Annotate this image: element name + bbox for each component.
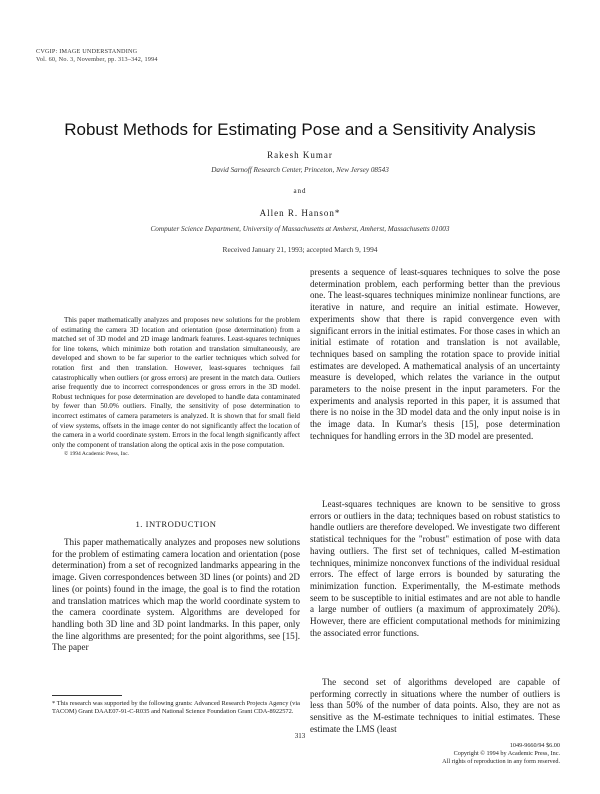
author-affiliation-2: Computer Science Department, University of Massachusetts at Amherst, Amherst, Massachusetts 01003 (150, 225, 450, 233)
received-date: Received January 21, 1993; accepted March 9, 1994 (222, 245, 378, 254)
right-paragraph-1: presents a sequence of least-squares techniques to solve the pose determination problem, each performing better than the previous one. The least-squares techniques minimize nonlinear functions, are iterative in nature, and require an initial estimate. However, experiments show that there is rapid convergence even with significant errors in the initial estimates. For those cases in which an initial estimate of rotation and translation is not available, techniques based on sampling the rotation space to provide initial estimates are developed. A mathematical analysis of an uncertainty measure is developed, which relates the variance in the output parameters to the noise present in the input parameters. For the experiments and analysis reported in this paper, it is assumed that there is no noise in the 3D model data and the only input noise is in the image data. In Kumar's thesis [15], pose determination techniques for handling errors in the 3D model are presented. (310, 267, 560, 441)
journal-volume: Vol. 60, No. 3, November, pp. 313–342, 1994 (36, 56, 158, 63)
left-column (52, 537, 300, 654)
right-column-block-2 (310, 499, 560, 639)
author-affiliation-1: David Sarnoff Research Center, Princeton, New Jersey 08543 (211, 166, 389, 174)
paper-title: Robust Methods for Estimating Pose and a Sensitivity Analysis (64, 120, 536, 139)
right-paragraph-2: Least-squares techniques are known to be sensitive to gross errors or outliers in the data; techniques based on robust statistics to handle outliers are therefore developed. We investigate two different statistical techniques for the "robust" estimation of pose with data having outliers. The first set of techniques, called M-estimation techniques, minimize nonconvex functions of the individual residual errors. The effect of large errors is bounded by saturating the minimization function. Experimentally, the M-estimate methods seem to be susceptible to initial estimates and are not able to handle a large number of outliers (a maximum of approximately 20%). However, there are efficient computational methods for minimizing the associated error functions. (310, 499, 560, 638)
right-column-block-3 (310, 677, 560, 736)
abstract-text: This paper mathematically analyzes and proposes new solutions for the problem of estimating the camera 3D location and orientation (pose determination) from a matched set of 3D model and 2D image landmark features. Least-squares techniques for line tokens, which minimize both rotation and translation simultaneously, are developed and shown to be far superior to the earlier techniques which solved for rotation first and then translation. However, least-squares techniques fail catastrophically when outliers (or gross errors) are present in the match data. Outliers arise frequently due to incorrect correspondences or gross errors in the 3D model. Robust techniques for pose determination are developed to handle data contaminated by fewer than 50.0% outliers. Finally, the sensitivity of pose determination to incorrect estimates of camera parameters is analyzed. It is shown that for small field of view systems, offsets in the image center do not significantly affect the location of the camera in a world coordinate system. Errors in the focal length significantly affect only the component of translation along the optical axis in the pose computation. (52, 316, 300, 449)
journal-header (36, 48, 158, 64)
copyright-publisher: Copyright © 1994 by Academic Press, Inc. (453, 749, 560, 757)
footnote: * This research was supported by the following grants: Advanced Research Projects Agency (via TACOM) Grant DAAE07-91-C-R035 and National Science Foundation Grant CDA-8922572. (52, 700, 300, 716)
abstract-copyright: © 1994 Academic Press, Inc. (64, 451, 130, 458)
copyright-rights: All rights of reproduction in any form reserved. (442, 757, 560, 765)
page-number: 313 (294, 732, 306, 740)
right-paragraph-3: The second set of algorithms developed are capable of performing correctly in situations where the number of outliers is less than 50% of the number of data points. Also, they are not as sensitive as the M-estimate techniques to initial estimates. These estimate the LMS (least (310, 677, 560, 734)
right-column-block-1 (310, 267, 560, 443)
journal-name: CVGIP: IMAGE UNDERSTANDING (36, 48, 138, 55)
author-name-1: Rakesh Kumar (267, 150, 333, 160)
intro-paragraph-1: This paper mathematically analyzes and proposes new solutions for the problem of estimating camera location and orientation (pose determination) from a set of recognized landmarks appearing in the image. Given correspondences between 3D lines (or points) and 2D lines (or points) found in the image, the goal is to find the rotation and translation matrices which map the world coordinate system to the camera coordinate system. Algorithms are developed for handling both 3D line and 3D point landmarks. In this paper, only the line algorithms are presented; for the point algorithms, see [15]. The paper (52, 537, 300, 653)
copyright-block (442, 742, 560, 765)
section-heading-introduction: 1. INTRODUCTION (135, 519, 217, 529)
abstract (52, 316, 300, 460)
footnote-divider (52, 695, 122, 696)
and-separator: and (293, 187, 307, 195)
copyright-issn: 1049-9660/94 $6.00 (509, 742, 560, 749)
author-name-2: Allen R. Hanson* (259, 208, 341, 218)
